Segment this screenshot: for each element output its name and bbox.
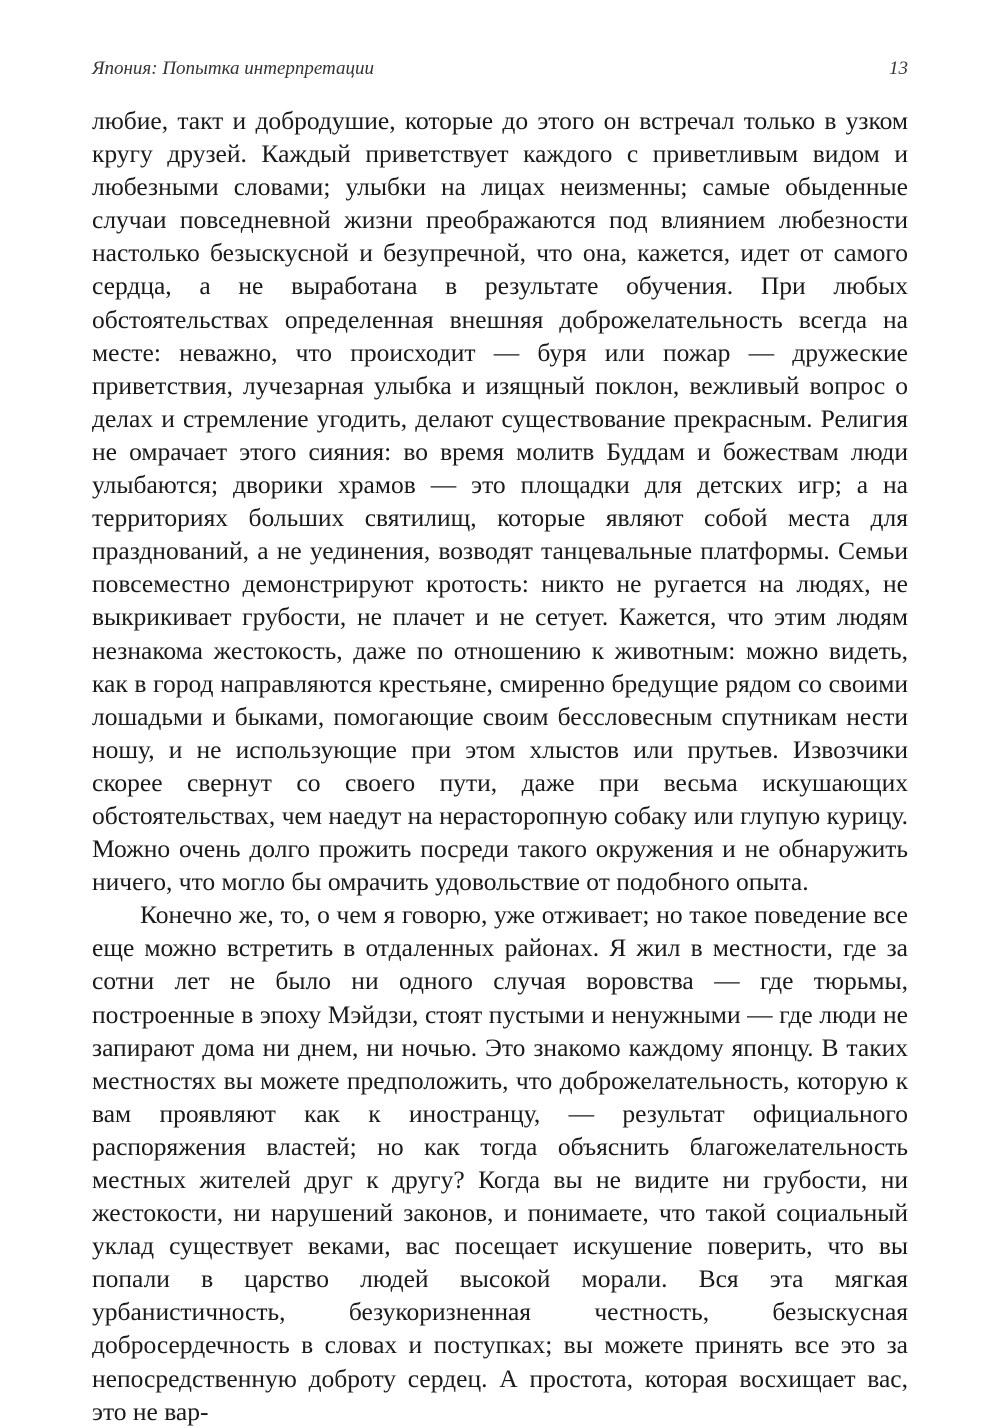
page-number: 13 <box>889 58 908 79</box>
paragraph: любие, такт и добродушие, которые до этого он встречал только в узком кругу друзей. Каждый приветствует каждого с приветливым видом и любезными словами; улыбки на лицах неизменны; самые обыденные случаи повседневной жизни преображаются под влиянием любезности настолько безыскусной и безупречной, что она, кажется, идет от самого сердца, а не выработана в результате обучения. При любых обстоятельствах определенная внешняя доброжелательность всегда на месте: неважно, что происходит — буря или пожар — дружеские приветствия, лучезарная улыбка и изящный поклон, вежливый вопрос о делах и стремление угодить, делают существование прекрасным. Религия не омрачает этого сияния: во время молитв Буддам и божествам люди улыбаются; дворики храмов — это площадки для детских игр; а на территориях больших святилищ, которые являют собой места для празднований, а не уединения, возводят танцевальные платформы. Семьи повсеместно демонстрируют кротость: никто не ругается на людях, не выкрикивает грубости, не плачет и не сетует. Кажется, что этим людям незнакома жестокость, даже по отношению к животным: можно видеть, как в город направляются крестьяне, смиренно бредущие рядом со своими лошадьми и быками, помогающие своим бессловесным спутникам нести ношу, и не использующие при этом хлыстов или прутьев. Извозчики скорее свернут со своего пути, даже при весьма искушающих обстоятельствах, чем наедут на нерасторопную собаку или глупую курицу. Можно очень долго прожить посреди такого окружения и не обнаружить ничего, что могло бы омрачить удовольствие от подобного опыта. <box>92 106 908 897</box>
body-text <box>92 104 908 1428</box>
running-header <box>92 58 908 82</box>
running-title: Япония: Попытка интерпретации <box>92 58 375 79</box>
paragraph: Конечно же, то, о чем я говорю, уже отживает; но такое поведение все еще можно встретить в отдаленных районах. Я жил в местности, где за сотни лет не было ни одного случая воровства — где тюрьмы, построенные в эпоху Мэйдзи, стоят пустыми и ненужными — где люди не запирают дома ни днем, ни ночью. Это знакомо каждому японцу. В таких местностях вы можете предположить, что доброжелательность, которую к вам проявляют как к иностранцу, — результат официального распоряжения властей; но как тогда объяснить благожелательность местных жителей друг к другу? Когда вы не видите ни грубости, ни жестокости, ни нарушений законов, и понимаете, что такой социальный уклад существует веками, вас посещает искушение поверить, что вы попали в царство людей высокой морали. Вся эта мягкая урбанистичность, безукоризненная честность, безыскусная добросердечность в словах и поступках; вы можете принять все это за непосредственную доброту сердец. А простота, которая восхищает вас, это не вар- <box>92 900 908 1426</box>
